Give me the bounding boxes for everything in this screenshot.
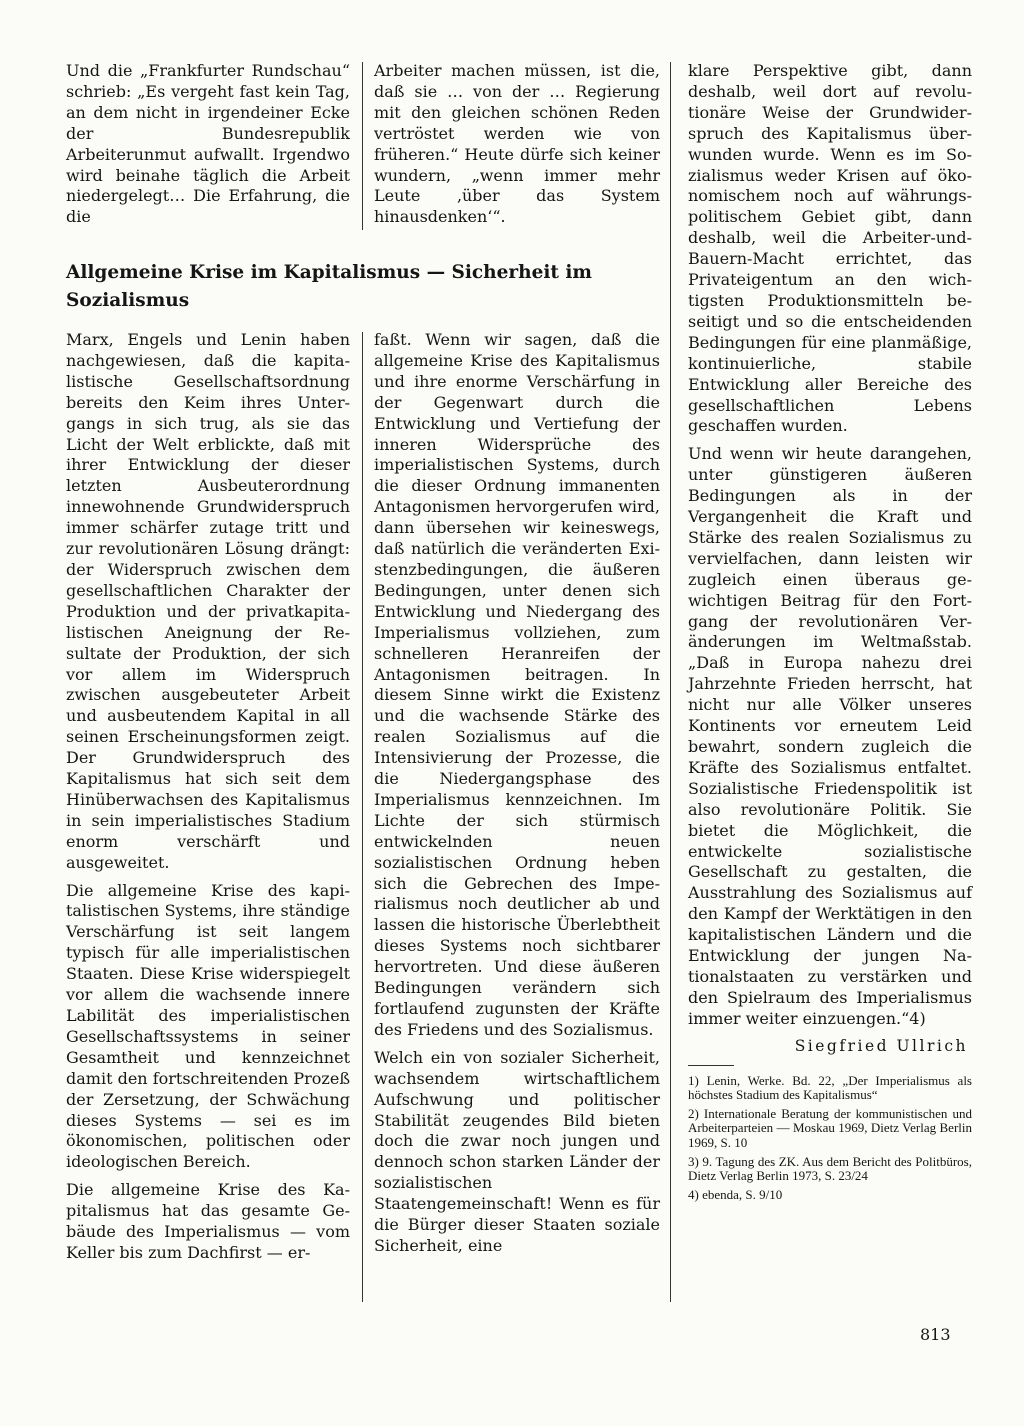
body-column-2 xyxy=(374,330,660,1264)
col2-paragraph-2: Welch ein von sozialer Sicherheit, wachsendem wirtschaftlichem Aufschwung und politischer Stabilität zeugendes Bild bieten doch die zwar noch jungen und dennoch schon starken Länder der sozialistischen Staatengemeinschaft! Wenn es für die Bürger dieser Staaten soziale Sicherheit, eine xyxy=(374,1047,660,1255)
footnote-3: 3) 9. Tagung des ZK. Aus dem Bericht des Politbüros, Dietz Verlag Berlin 1973, S. 23/24 xyxy=(688,1153,972,1184)
footnote-4: 4) ebenda, S. 9/10 xyxy=(688,1186,783,1202)
top-column-1 xyxy=(66,61,350,235)
footnote-separator xyxy=(688,1065,734,1066)
top-paragraph-1: Und die „Frankfurter Rundschau“ schrieb: „Es vergeht fast kein Tag, an dem nicht in irgendeiner Ecke der Bundesrepublik Arbeiterunmut aufwallt. Irgendwo wird beinahe täglich die Arbeit niedergelegt… Die Erfahrung, die die xyxy=(66,61,350,227)
col3-paragraph-1: klare Perspektive gibt, dann deshalb, weil dort auf revolutionäre Weise der Grundwiderspruch des Kapitalismus überwunden wurde. Wenn es im Sozialismus weder Krisen auf ökonomischem noch auf währungspolitischem Gebiet gibt, dann deshalb, weil die Arbeiter-und-Bauern-Macht errichtet, das Privateigentum an den wichtigsten Produktionsmitteln beseitigt und so die entscheidenden Bedingungen für eine planmäßige, kontinuierliche, stabile Entwicklung aller Bereiche des gesellschaftlichen Lebens geschaffen wurden. xyxy=(688,61,972,436)
author-signature: Siegfried Ullrich xyxy=(794,1036,968,1055)
footnote-2: 2) Internationale Beratung der kommunistischen und Arbeiterparteien — Moskau 1969, Dietz Verlag Berlin 1969, S. 10 xyxy=(688,1105,972,1151)
col1-paragraph-2: Die allgemeine Krise des kapitalistischen Systems, ihre ständige Verschärfung ist seit langem typisch für alle imperialistischen Staaten. Diese Krise widerspiegelt vor allem die wachsende innere Labilität des imperialistischen Gesellschaftssystems in seiner Gesamtheit und kennzeichnet damit den fortschreitenden Prozeß der Zersetzung, der Schwächung dieses Systems — sei es im ökonomischen, politischen oder ideologischen Bereich. xyxy=(66,880,350,1172)
column-divider-1 xyxy=(362,332,363,1302)
top-column-divider-1 xyxy=(362,62,363,230)
col1-paragraph-3: Die allgemeine Krise des Kapitalismus hat das gesamte Gebäude des Imperialismus — vom Keller bis zum Dachfirst — er- xyxy=(66,1180,350,1262)
footnote-1: 1) Lenin, Werke. Bd. 22, „Der Imperialismus als höchstes Stadium des Kapitalismus“ xyxy=(688,1072,972,1103)
body-column-3 xyxy=(688,61,972,1206)
col2-paragraph-1: faßt. Wenn wir sagen, daß die allgemeine Krise des Kapitalismus und ihre enorme Verschärfung in der Gegenwart durch die Entwicklung und Vertiefung der inneren Widersprüche des imperialistischen Systems, durch die dieser Ordnung immanenten Antagonismen hervorgerufen wird, dann übersehen wir keineswegs, daß natürlich die veränderten Existenzbedingungen, die äußeren Bedingungen, unter denen sich Entwicklung und Niedergang des Imperialismus vollziehen, zum schnelleren Heranreifen der Antagonismen beitragen. In diesem Sinne wirkt die Existenz und die wachsende Stärke des realen Sozialismus auf die Intensivierung der Prozesse, die die Niedergangsphase des Imperialismus kennzeichnen. Im Lichte der sich stürmisch entwickelnden neuen sozialistischen Ordnung heben sich die Gebrechen des Imperialismus noch deutlicher ab und lassen die historische Überlebtheit dieses Systems noch sichtbarer hervortreten. Und diese äußeren Bedingungen verändern sich fortlaufend zugunsten der Kräfte des Friedens und des Sozialismus. xyxy=(374,330,660,1039)
body-column-1 xyxy=(66,330,350,1271)
column-divider-2 xyxy=(670,62,671,1302)
top-column-2 xyxy=(374,61,660,235)
top-paragraph-2: Arbeiter machen müssen, ist die, daß sie … von der … Regierung mit den gleichen schönen Reden vertröstet werden wie von früheren.“ Heute dürfe sich keiner wundern, „wenn immer mehr Leute ‚über das System hinausdenken‘“. xyxy=(374,61,660,227)
section-heading: Allgemeine Krise im Kapitalismus — Sicherheit im Sozialismus xyxy=(66,262,592,311)
col1-paragraph-1: Marx, Engels und Lenin haben nachgewiesen, daß die kapitalistische Gesellschaftsordnung bereits den Keim ihres Untergangs in sich trug, als sie das Licht der Welt erblickte, daß mit ihrer Entwicklung der dieser letzten Ausbeuterordnung innewohnende Grundwiderspruch immer schärfer zutage tritt und zur revolutionären Lösung drängt: der Widerspruch zwischen dem gesellschaftlichen Charakter der Produktion und der privatkapitalistischen Aneignung der Resultate der Produktion, der sich vor allem im Widerspruch zwischen ausgebeuteter Arbeit und ausbeutendem Kapital in all seinen Erscheinungsformen zeigt. Der Grundwiderspruch des Kapitalismus hat sich seit dem Hinüberwachsen des Kapitalismus in sein imperialistisches Stadium enorm verschärft und ausgeweitet. xyxy=(66,330,350,872)
col3-paragraph-2: Und wenn wir heute darangehen, unter günstigeren äußeren Bedingungen als in der Vergangenheit die Kraft und Stärke des realen Sozialismus zu vervielfachen, dann leisten wir zugleich einen überaus gewichtigen Beitrag für den Fortgang der revolutionären Veränderungen im Weltmaßstab. „Daß in Europa nahezu drei Jahrzehnte Frieden herrscht, hat nicht nur alle Völker unseres Kontinents vor erneutem Leid bewahrt, sondern zugleich die Kräfte des Sozialismus entfaltet. Sozialistische Friedenspolitik ist also revolutionäre Politik. Sie bietet die Möglichkeit, die entwickelte sozialistische Gesellschaft zu gestalten, die Ausstrahlung des Sozialismus auf den Kampf der Werktätigen in den kapitalistischen Ländern und die Entwicklung der jungen Nationalstaaten zu verstärken und den Spielraum des Imperialismus immer weiter einzuengen.“4) xyxy=(688,444,972,1028)
page-number: 813 xyxy=(920,1325,951,1344)
